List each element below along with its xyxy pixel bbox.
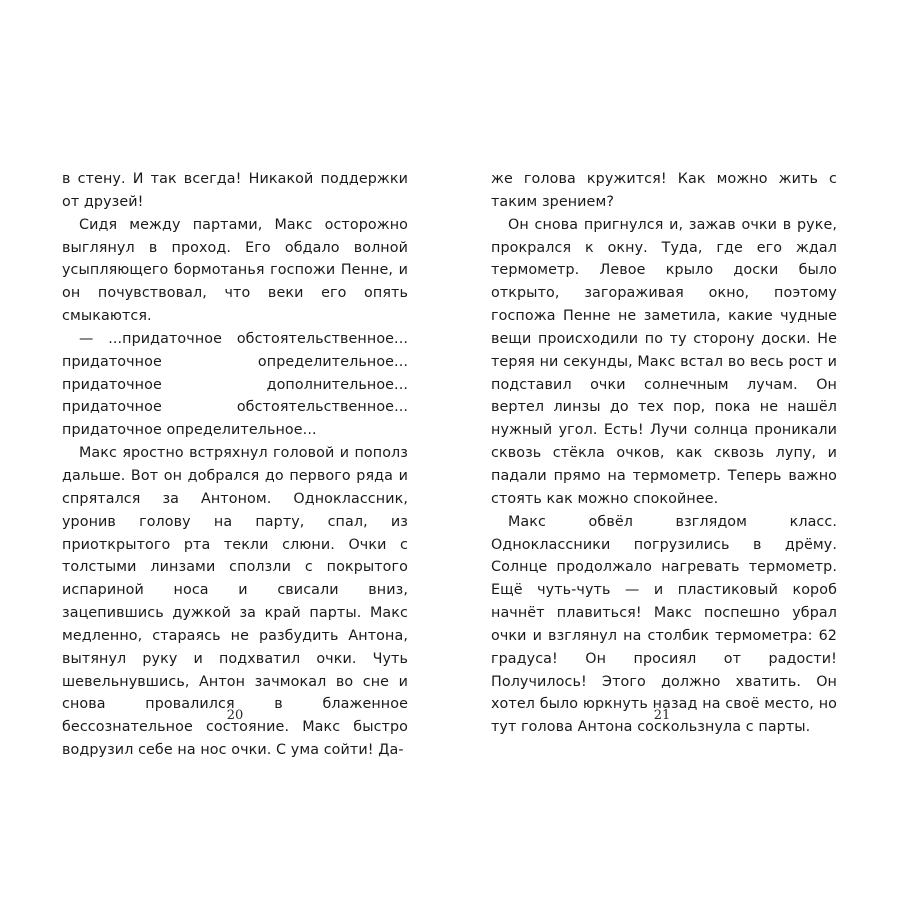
- right-page-text: [491, 168, 837, 739]
- paragraph: же голова кружится! Как можно жить с таким зрением?: [491, 171, 837, 210]
- page-number-right: 21: [653, 708, 671, 723]
- paragraph: в стену. И так всегда! Никакой поддержки от друзей!: [62, 171, 408, 210]
- left-page: [62, 168, 408, 762]
- left-page-text: [62, 168, 408, 762]
- paragraph: Макс обвёл взглядом класс. Одноклассники погрузились в дрёму. Солнце продолжало нагревать термометр. Ещё чуть-чуть — и пластиковый короб начнёт плавиться! Макс поспешно убрал очки и взглянул на столбик термометра: 62 градуса! Он просиял от радости! Получилось! Этого должно хватить. Он хотел было юркнуть назад на своё место, но тут голова Антона соскользнула с парты.: [491, 513, 837, 736]
- page-number-left: 20: [226, 708, 244, 723]
- paragraph: — ...придаточное обстоятельственное... придаточное определительное... придаточное дополнительное... придаточное обстоятельственное... придаточное определительное...: [62, 330, 408, 439]
- paragraph: Он снова пригнулся и, зажав очки в руке, прокрался к окну. Туда, где его ждал термометр. Левое крыло доски было открыто, загораживая окно, поэтому госпожа Пенне не заметила, какие чудные вещи происходили по ту сторону доски. Не теряя ни секунды, Макс встал во весь рост и подставил очки солнечным лучам. Он вертел линзы до тех пор, пока не нашёл нужный угол. Есть! Лучи солнца проникали сквозь стёкла очков, как сквозь лупу, и падали прямо на термометр. Теперь важно стоять как можно спокойнее.: [491, 216, 837, 507]
- right-page: [491, 168, 837, 739]
- paragraph: Сидя между партами, Макс осторожно выглянул в проход. Его обдало волной усыпляющего бормотанья госпожи Пенне, и он почувствовал, что веки его опять смыкаются.: [62, 216, 408, 325]
- paragraph: Макс яростно встряхнул головой и пополз дальше. Вот он добрался до первого ряда и спрятался за Антоном. Одноклассник, уронив голову на парту, спал, из приоткрытого рта текли слюни. Очки с толстыми линзами сползли с покрытого испариной носа и свисали вниз, зацепившись дужкой за край парты. Макс медленно, стараясь не разбудить Антона, вытянул руку и подхватил очки. Чуть шевельнувшись, Антон зачмокал во сне и снова провалился в блаженное бессознательное состояние. Макс быстро водрузил себе на нос очки. С ума сойти! Да-: [62, 445, 408, 759]
